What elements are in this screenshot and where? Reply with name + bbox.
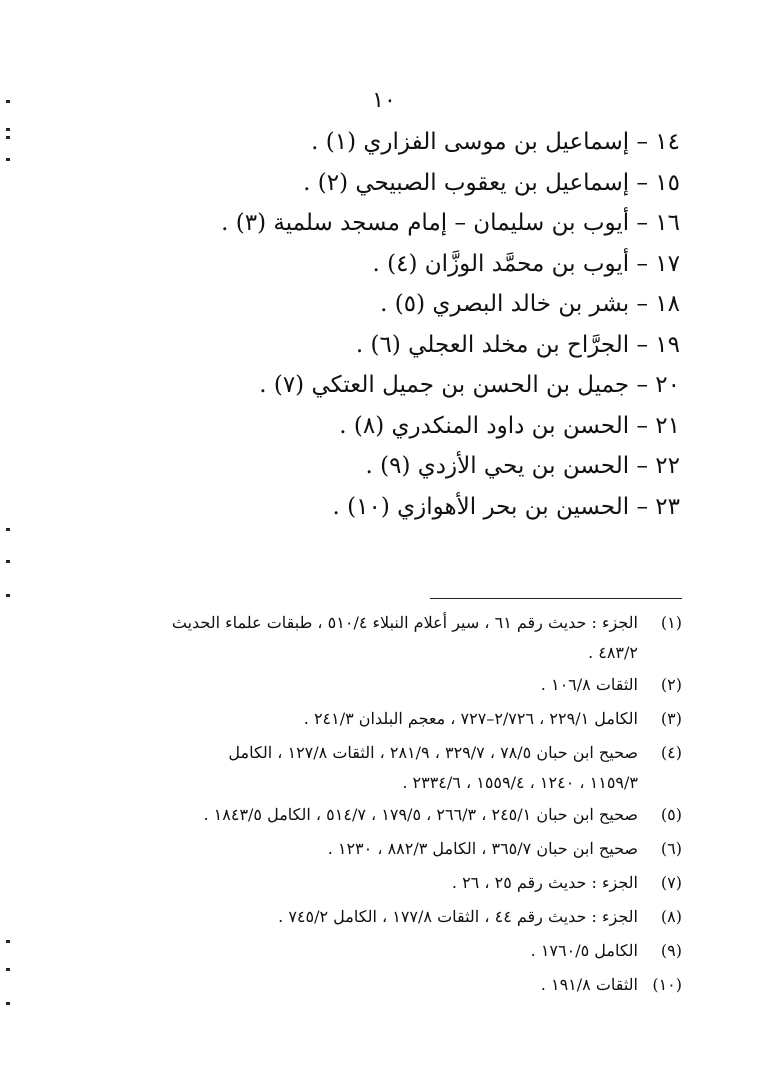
footnote-marker: (٣) (660, 709, 682, 728)
footnote-line: ٤٨٣/٢ . (588, 643, 638, 662)
scan-mark (6, 594, 10, 597)
footnote-text (82, 670, 638, 700)
list-item: ١٨ – بشر بن خالد البصري (٥) . (380, 291, 680, 317)
footnote-marker: (٦) (660, 839, 682, 858)
footnote-text (82, 868, 638, 898)
scan-mark (6, 1002, 10, 1005)
footnote-marker: (٩) (660, 941, 682, 960)
list-item: ١٩ – الجرَّاح بن مخلد العجلي (٦) . (355, 331, 680, 358)
footnote-line: ١١٥٩/٣ ، ١٢٤٠ ، ١٥٥٩/٤ ، ٢٣٣٤/٦ . (402, 773, 638, 792)
footnote-line: الثقات ١٠٦/٨ . (540, 675, 638, 694)
list-item: ١٧ – أيوب بن محمَّد الوزَّان (٤) . (372, 250, 680, 277)
list-item: ١٤ – إسماعيل بن موسى الفزاري (١) . (311, 129, 680, 155)
scan-mark (6, 158, 10, 161)
scan-mark (6, 128, 10, 131)
footnote-line: صحيح ابن حبان ٧٨/٥ ، ٣٢٩/٧ ، ٢٨١/٩ ، الثقات ١٢٧/٨ ، الكامل (228, 743, 638, 762)
scan-mark (6, 940, 10, 943)
footnote-marker: (٨) (660, 907, 682, 926)
footnote-text (82, 738, 638, 800)
footnote-text (82, 902, 638, 932)
footnote-marker: (٢) (660, 675, 682, 694)
list-item: ٢١ – الحسن بن داود المنكدري (٨) . (339, 412, 680, 439)
footnote-3 (82, 704, 682, 738)
footnote-marker: (٧) (660, 873, 682, 892)
footnote-1 (82, 608, 682, 670)
list-item: ٢٠ – جميل بن الحسن بن جميل العتكي (٧) . (259, 372, 680, 398)
footnote-line: الثقات ١٩١/٨ . (540, 975, 638, 994)
scan-mark (6, 528, 10, 531)
footnote-text (82, 704, 638, 734)
footnote-marker: (١٠) (652, 975, 682, 994)
footnote-9 (82, 936, 682, 970)
footnote-10 (82, 970, 682, 1004)
footnote-line: الجزء : حديث رقم ٤٤ ، الثقات ١٧٧/٨ ، الكامل ٧٤٥/٢ . (278, 907, 638, 926)
footnote-4 (82, 738, 682, 800)
scan-mark (6, 968, 10, 971)
footnote-7 (82, 868, 682, 902)
footnote-line: صحيح ابن حبان ٢٤٥/١ ، ٢٦٦/٣ ، ١٧٩/٥ ، ٥١٤/٧ ، الكامل ١٨٤٣/٥ . (203, 805, 638, 824)
footnote-text (82, 970, 638, 1000)
footnote-2 (82, 670, 682, 704)
list-item: ٢٣ – الحسين بن بحر الأهوازي (١٠) . (332, 493, 680, 520)
footnote-text (82, 936, 638, 966)
list-item: ١٥ – إسماعيل بن يعقوب الصبيحي (٢) . (303, 169, 680, 196)
scan-mark (6, 136, 10, 139)
footnote-line: الكامل ١٧٦٠/٥ . (530, 941, 638, 960)
footnote-divider (430, 598, 682, 599)
footnote-line: الجزء : حديث رقم ٢٥ ، ٢٦ . (451, 873, 638, 892)
page-number: ١٠ (372, 88, 396, 113)
footnote-line: الجزء : حديث رقم ٦١ ، سير أعلام النبلاء ٥١٠/٤ ، طبقات علماء الحديث (171, 613, 638, 632)
footnote-marker: (١) (660, 613, 682, 632)
narrator-list (221, 122, 680, 527)
footnote-8 (82, 902, 682, 936)
list-item: ٢٢ – الحسن بن يحي الأزدي (٩) . (365, 453, 680, 479)
footnote-text (82, 800, 638, 830)
footnotes (82, 608, 682, 1004)
footnote-line: صحيح ابن حبان ٣٦٥/٧ ، الكامل ٨٨٢/٣ ، ١٢٣٠ . (327, 839, 638, 858)
footnote-marker: (٤) (660, 743, 682, 762)
footnote-5 (82, 800, 682, 834)
scan-mark (6, 560, 10, 563)
footnote-marker: (٥) (660, 805, 682, 824)
footnote-text (82, 608, 638, 670)
footnote-text (82, 834, 638, 864)
footnote-line: الكامل ٢٢٩/١ ، ٢/٧٢٦–٧٢٧ ، معجم البلدان ٢٤١/٣ . (303, 709, 638, 728)
list-item: ١٦ – أيوب بن سليمان – إمام مسجد سلمية (٣) . (221, 210, 680, 236)
footnote-6 (82, 834, 682, 868)
scan-mark (6, 100, 10, 103)
